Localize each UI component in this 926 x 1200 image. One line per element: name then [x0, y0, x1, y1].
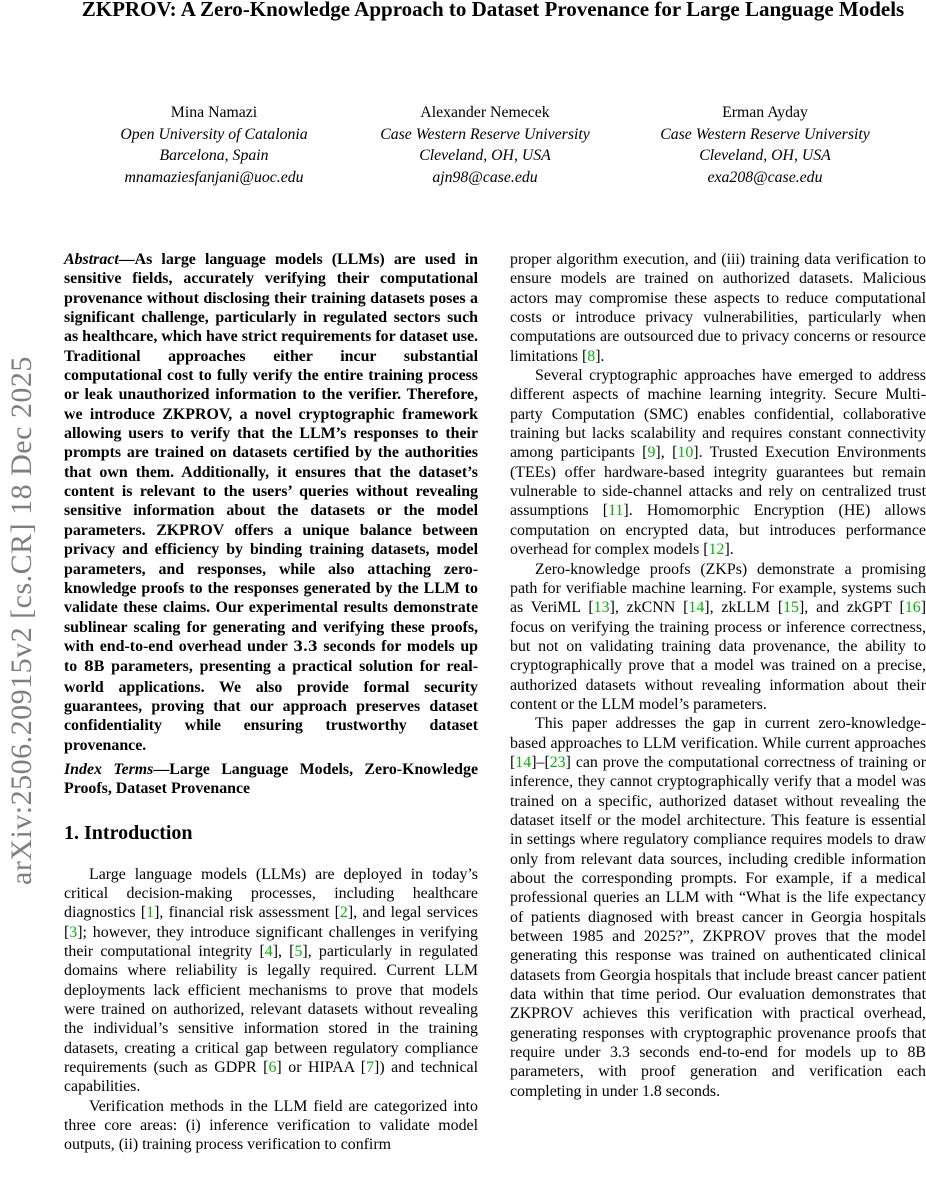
abstract-label: Abstract — [64, 251, 119, 268]
citation-link[interactable]: 10 — [677, 444, 694, 462]
citation-link[interactable]: 13 — [593, 599, 610, 617]
citation-link[interactable]: 16 — [904, 599, 921, 617]
author-email: exa208@case.edu — [707, 168, 823, 186]
citation-link[interactable]: 23 — [549, 753, 566, 771]
citation-link[interactable]: 14 — [688, 599, 705, 617]
author-email: ajn98@case.edu — [432, 168, 538, 186]
author-1 — [64, 102, 364, 188]
paragraph-5: This paper addresses the gap in current zero-knowledge-based approaches to LLM verification. While current approaches [14]–[23] can prove the computational correctness of training or inference, they cannot cryptographically verify that a model was trained on a specific, authorized dataset without revealing the dataset itself or the model architecture. This feature is essential in settings where regulatory compliance requires models to draw only from relevant data sources, including credible information about the corresponding prompts. For example, if a medical professional queries an LLM with “What is the life expectancy of patients diagnosed with breast cancer in Georgia hospitals between 1985 and 2025?”, ZKPROV proves that the model generating this response was trained on authenticated clinical datasets from Georgia hospitals that include breast cancer patient data within that time period. Our evaluation demonstrates that ZKPROV achieves this verification with practical overhead, generating responses with cryptographic provenance proofs that require under 3.3 seconds end-to-end for models up to 8B parameters, with proof generation and verification each completing in under 1.8 seconds. — [510, 715, 926, 1100]
author-2 — [335, 102, 635, 188]
left-column — [64, 250, 478, 1155]
citation-link[interactable]: 5 — [294, 943, 303, 960]
citation-link[interactable]: 14 — [515, 753, 532, 771]
author-email: mnamaziesfanjani@uoc.edu — [124, 168, 304, 186]
author-location: Barcelona, Spain — [159, 147, 269, 164]
author-name: Mina Namazi — [170, 104, 258, 121]
right-column-text — [510, 250, 926, 1101]
paper-title: ZKPROV: A Zero-Knowledge Approach to Dataset Provenance for Large Language Models — [81, 0, 905, 21]
section-heading: 1. Introduction — [64, 821, 193, 844]
citation-link[interactable]: 6 — [268, 1059, 277, 1077]
index-terms-label: Index Terms — [64, 760, 154, 778]
citation-link[interactable]: 1 — [146, 904, 155, 922]
citation-link[interactable]: 15 — [783, 599, 799, 617]
citation-link[interactable]: 2 — [339, 904, 348, 922]
index-terms: Index Terms—Large Language Models, Zero-Knowledge Proofs, Dataset Provenance — [64, 760, 479, 798]
citation-link[interactable]: 12 — [708, 541, 725, 559]
author-name: Erman Ayday — [722, 104, 808, 121]
citation-link[interactable]: 11 — [608, 502, 624, 520]
citation-link[interactable]: 4 — [264, 943, 273, 960]
citation-link[interactable]: 9 — [647, 444, 656, 462]
author-location: Cleveland, OH, USA — [419, 147, 551, 164]
paragraph-2: Verification methods in the LLM field are categorized into three core areas: (i) inference verification to validate model outputs, (ii) training process verification to confirm — [64, 1097, 478, 1154]
citation-link[interactable]: 3 — [69, 923, 78, 941]
abstract-text: —As large language models (LLMs) are used in sensitive fields, accurately verifying their computational provenance without disclosing their training datasets poses a significant challenge, particularly in regulated sectors such as healthcare, which have strict requirements for dataset use. Traditional approaches either incur substantial computational cost to fully verify the entire training process or leak unauthorized information to the verifier. Therefore, we introduce ZKPROV, a novel cryptographic framework allowing users to verify that the LLM’s responses to their prompts are trained on datasets certified by the authorities that own them. Additionally, it ensures that the dataset’s content is relevant to the users’ queries without revealing sensitive information about the datasets or the model parameters. ZKPROV offers a unique balance between privacy and efficiency by binding training datasets, model parameters, and responses, while also attaching zero-knowledge proofs to the responses generated by the LLM to validate these claims. Our experimental results demonstrate sublinear scaling for generating and verifying these proofs, with end-to-end overhead under — [64, 251, 478, 655]
paragraph-4: Zero-knowledge proofs (ZKPs) demonstrate a promising path for verifiable machine learning. For example, systems such as VeriML [13], zkCNN [14], zkLLM [15], and zkGPT [16] focus on verifying the training process or inference correctness, but not on validating training data provenance, the ability to cryptographically prove that a model was trained on a precise, authorized datasets without revealing information about their content or the LLM model’s parameters. — [510, 560, 926, 713]
paragraph-1: Large language models (LLMs) are deployed in today’s critical decision-making processes, including healthcare diagnostics [1], financial risk assessment [2], and legal services [3]; however, they introduce significant challenges in verifying their computational integrity [4], [5], particularly in regulated domains where reliability is legally required. Current LLM deployments lack efficient mechanisms to prove that models were trained on authorized, relevant datasets without revealing the individual’s sensitive information stored in the training datasets, creating a critical gap between regulatory compliance requirements (such as GDPR [6] or HIPAA [7]) and technical capabilities. — [64, 865, 479, 1096]
author-name: Alexander Nemecek — [420, 104, 550, 121]
citation-link[interactable]: 7 — [366, 1059, 375, 1077]
author-affiliation: Case Western Reserve University — [660, 125, 870, 143]
author-location: Cleveland, OH, USA — [699, 147, 831, 164]
author-3 — [615, 102, 915, 188]
citation-link[interactable]: 8 — [587, 347, 596, 365]
author-affiliation: Open University of Catalonia — [120, 125, 308, 143]
paragraph-3: Several cryptographic approaches have emerged to address different aspects of machine learning integrity. Secure Multi-party Computation (SMC) enables confidential, collaborative training but lacks scalability and requires constant connectivity among participants [9], [10]. Trusted Execution Environments (TEEs) offer hardware-based integrity guarantees but remain vulnerable to side-channel attacks and rely on centralized trust assumptions [11]. Homomorphic Encryption (HE) allows computation on encrypted data, but introduces performance overhead for complex models [12]. — [510, 367, 926, 559]
arxiv-stamp: arXiv:2506.20915v2 [cs.CR] 18 Dec 2025 — [5, 356, 38, 885]
author-affiliation: Case Western Reserve University — [380, 125, 590, 143]
paragraph-2-continued: proper algorithm execution, and (iii) training data verification to ensure models are trained on authorized datasets. Malicious actors may compromise these aspects to reduce computational costs or introduce privacy vulnerabilities, particularly when computations are outsourced due to privacy concerns or resource limitations [8]. — [510, 251, 926, 365]
abstract: Abstract—As large language models (LLMs) are used in sensitive fields, accurately verifying their computational provenance without disclosing their training datasets poses a significant challenge, particularly in regulated sectors such as healthcare, which have strict requirements for dataset use. Traditional approaches either incur substantial computational cost to fully verify the entire training process or leak unauthorized information to the verifier. Therefore, we introduce ZKPROV, a novel cryptographic framework allowing users to verify that the LLM’s responses to their prompts are trained on datasets certified by the authorities that own them. Additionally, it ensures that the dataset’s content is relevant to the users’ queries without revealing sensitive information about the datasets or the model parameters. ZKPROV offers a unique balance between privacy and efficiency by binding training datasets, model parameters, and responses, while also attaching zero-knowledge proofs to the responses generated by the LLM to validate these claims. Our experimental results demonstrate sublinear scaling for generating and verifying these proofs, with end-to-end overhead under 3.3 seconds for models up to 8B parameters, presenting a practical solution for real-world applications. We also provide formal security guarantees, proving that our approach preserves dataset confidentiality while ensuring trustworthy dataset provenance. — [64, 251, 478, 754]
